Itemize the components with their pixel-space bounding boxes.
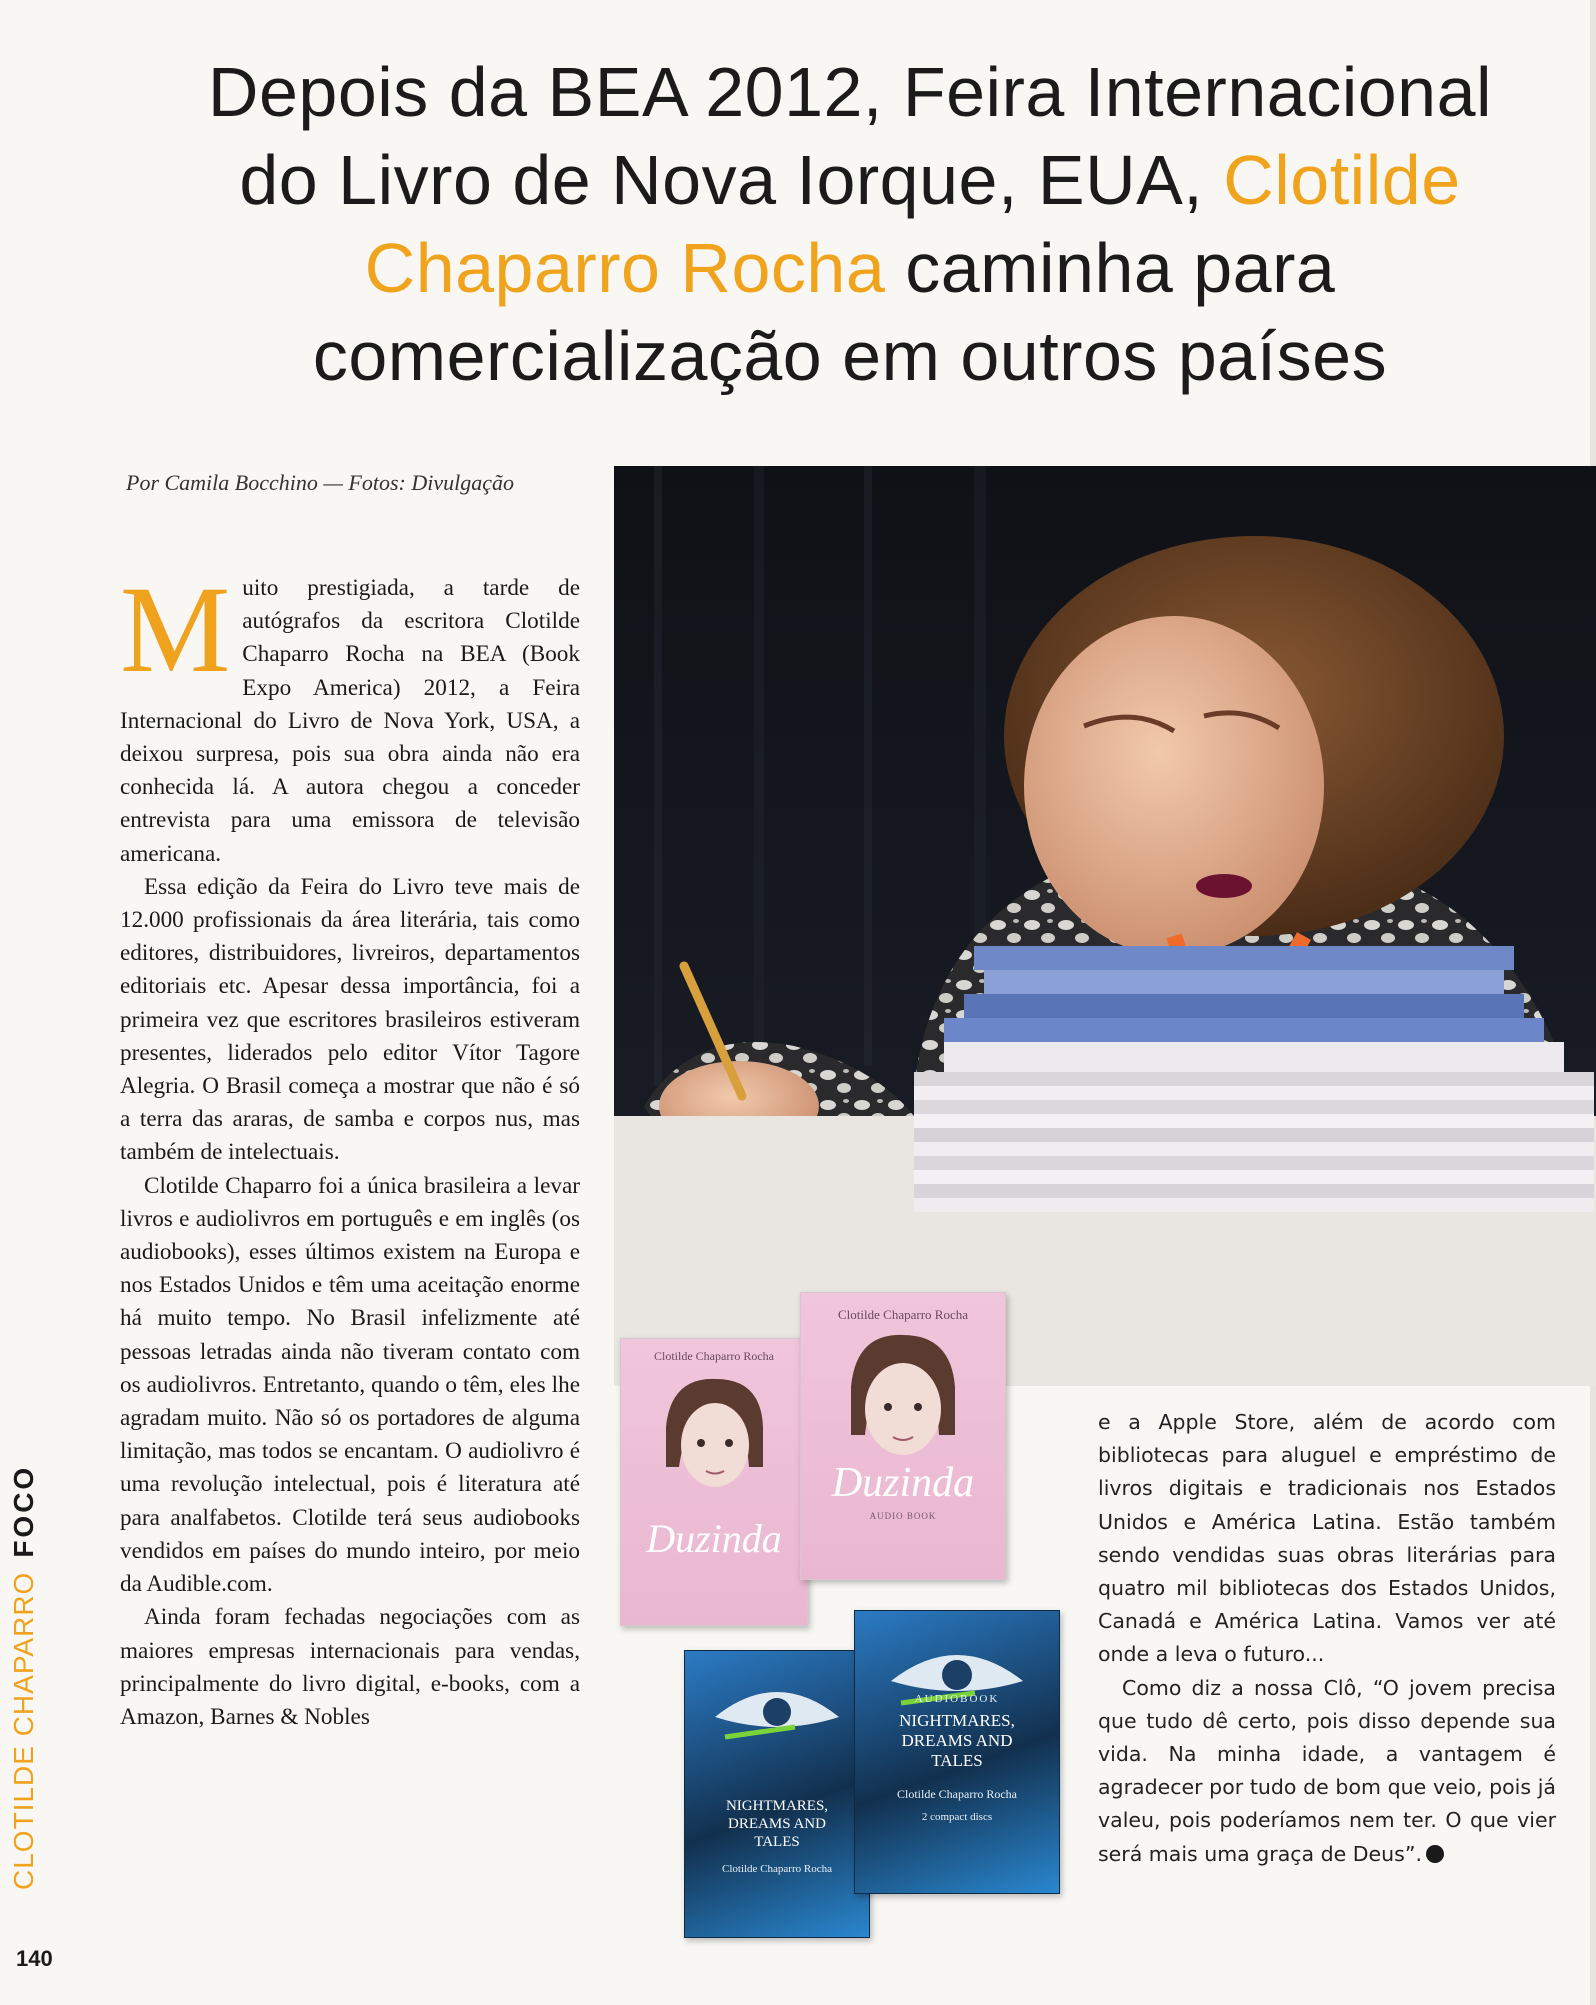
- book-cover-nightmares-audiobook: [854, 1610, 1060, 1894]
- book-author: Clotilde Chaparro Rocha: [722, 1863, 832, 1875]
- book-author: Clotilde Chaparro Rocha: [654, 1349, 774, 1363]
- paragraph-6: [1098, 1672, 1556, 1871]
- sidebar-label: [8, 1465, 40, 1890]
- sidebar-author-name: CLOTILDE CHAPARRO: [8, 1571, 39, 1890]
- headline-line-3-text: caminha para: [885, 229, 1336, 307]
- book-subtitle: AUDIO BOOK: [869, 1511, 937, 1521]
- author-signing-photo: [614, 466, 1596, 1386]
- book-cover-duzinda: [620, 1338, 808, 1626]
- book-author: Clotilde Chaparro Rocha: [897, 1787, 1017, 1801]
- paragraph-6-text: Como diz a nossa Clô, “O jovem precisa que tudo dê certo, pois disso depende sua vida. Na minha idade, a vantagem é agradecer por tudo de bom que veio, pois já valeu, pois poderíamos nem ter. O que vier será mais uma graça de Deus”.: [1098, 1675, 1556, 1866]
- sidebar-section: FOCO: [8, 1464, 39, 1558]
- headline-line-2-text: do Livro de Nova Iorque, EUA,: [239, 141, 1224, 219]
- book-cover-duzinda-audiobook: [800, 1292, 1006, 1580]
- headline-highlight-2: Chaparro Rocha: [364, 229, 886, 307]
- book-cover-nightmares: [684, 1650, 870, 1938]
- headline: [150, 48, 1550, 400]
- paragraph-1: [120, 561, 580, 871]
- paragraph-4: Ainda foram fechadas negociações com as maiores empresas internacionais para vendas, principalmente do livro digital, e-books, com a Amazon, Barnes & Nobles: [120, 1604, 580, 1730]
- book-title: Duzinda: [646, 1516, 782, 1561]
- book-label: AUDIOBOOK: [914, 1693, 1000, 1705]
- section-sidebar: [8, 1410, 60, 1890]
- paragraph-2: Essa edição da Feira do Livro teve mais de 12.000 profissionais da área literária, tais como editores, distribuidores, livreiros, departamentos editoriais etc. Apesar dessa importância, foi a primeira vez que escritores brasileiros estiveram presentes, liderados pelo editor Vítor Tagore Alegria. O Brasil começa a mostrar que não é só a terra das araras, de samba e corpos nus, mas também de intelectuais.: [120, 873, 580, 1166]
- paragraph-3: Clotilde Chaparro foi a única brasileira a levar livros e audiolivros em português e em inglês (os audiobooks), esses últimos existem na Europa e nos Estados Unidos e têm uma aceitação enorme há muito tempo. No Brasil infelizmente até pessoas letradas ainda não tiveram contato com os audiolivros. Entretanto, quando o têm, eles lhe agradam muito. Não só os portadores de alguma limitação, mas todos se encantam. O audiolivro é uma revolução intelectual, pois é literatura até para analfabetos. Clotilde terá seus audiobooks vendidos em países do mundo inteiro, por meio da Audible.com.: [120, 1172, 580, 1598]
- article-column-right: [1098, 1406, 1556, 1871]
- headline-line-1: Depois da BEA 2012, Feira Internacional: [207, 53, 1493, 131]
- book-portrait-illustration: [621, 1367, 807, 1527]
- paragraph-5: e a Apple Store, além de acordo com bibliotecas para aluguel e empréstimo de livros digitais e tradicionais nos Estados Unidos e América Latina. Estão também sendo vendidas suas obras literárias para quatro mil bibliotecas dos Estados Unidos, Canadá e América Latina. Vamos ver até onde a leva o futuro...: [1098, 1410, 1556, 1667]
- page-number: 140: [16, 1946, 53, 1971]
- end-mark-icon: [1426, 1845, 1444, 1863]
- article-column-left: [120, 561, 580, 1734]
- headline-highlight-1: Clotilde: [1223, 141, 1461, 219]
- byline: Por Camila Bocchino — Fotos: Divulgação: [126, 470, 515, 495]
- paragraph-1-text: uito prestigiada, a tarde de autógrafos da escritora Clotilde Chaparro Rocha na BEA (Book Expo America) 2012, a Feira Internacional do Livro de Nova York, USA, a deixou surpresa, pois sua obra ainda não era conhecida lá. A autora chegou a conceder entrevista para uma emissora de televisão americana.: [120, 575, 580, 867]
- headline-line-4: comercialização em outros países: [312, 317, 1388, 395]
- book-title: NIGHTMARES, DREAMS AND TALES: [899, 1711, 1015, 1770]
- book-discs: 2 compact discs: [921, 1811, 993, 1823]
- eye-illustration: [685, 1657, 869, 1747]
- book-title: Duzinda: [831, 1460, 975, 1506]
- photo-illustration: [614, 466, 1596, 1386]
- book-title: NIGHTMARES, DREAMS AND TALES: [725, 1798, 829, 1850]
- book-author: Clotilde Chaparro Rocha: [838, 1307, 968, 1322]
- drop-cap: M: [120, 561, 231, 698]
